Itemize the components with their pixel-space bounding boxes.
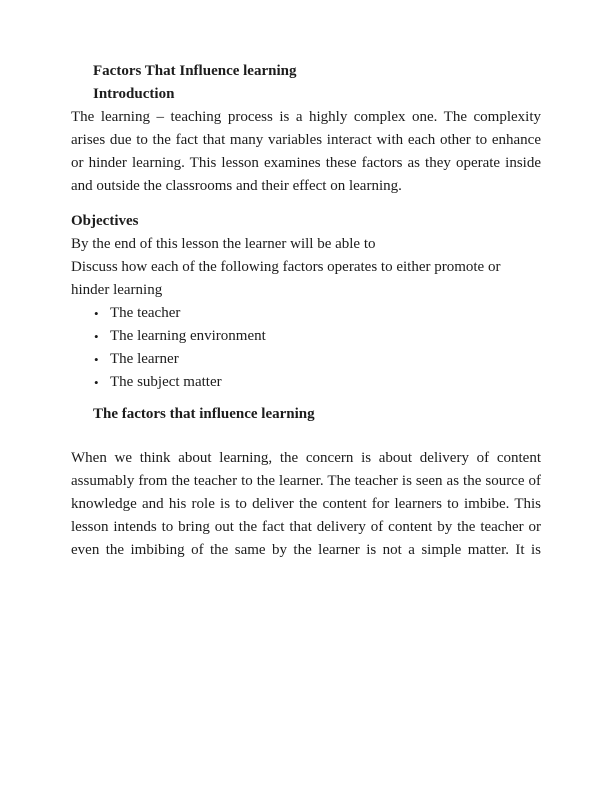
list-item: [71, 325, 541, 348]
list-item: [71, 348, 541, 371]
factors-paragraph: When we think about learning, the concern is about delivery of content assumably from the teacher to the learner. The teacher is seen as the source of knowledge and his role is to deliver the content for learners to imbibe. This lesson intends to bring out the fact that delivery of content by the teacher or even the imbibing of the same by the learner is not a simple matter. It is: [71, 450, 541, 558]
list-item: [71, 371, 541, 394]
list-item: [71, 302, 541, 325]
doc-title-heading: Factors That Influence learning: [93, 63, 297, 79]
objectives-task-text: Discuss how each of the following factors operates to either promote or hinder learning: [71, 259, 501, 298]
list-item-label: The teacher: [110, 305, 181, 321]
objectives-list: [71, 302, 541, 394]
bullet-icon: •: [94, 375, 99, 390]
factors-heading: The factors that influence learning: [93, 406, 315, 422]
introduction-heading: Introduction: [93, 86, 175, 102]
bullet-icon: •: [94, 306, 99, 321]
list-item-label: The learner: [110, 351, 179, 367]
introduction-paragraph: The learning – teaching process is a highly complex one. The complexity arises due to the fact that many variables interact with each other to enhance or hinder learning. This lesson examines these factors as they operate inside and outside the classrooms and their effect on learning.: [71, 109, 541, 194]
bullet-icon: •: [94, 329, 99, 344]
objectives-lead-text: By the end of this lesson the learner will be able to: [71, 236, 376, 252]
list-item-label: The learning environment: [110, 328, 266, 344]
objectives-heading: Objectives: [71, 213, 139, 229]
list-item-label: The subject matter: [110, 374, 222, 390]
bullet-icon: •: [94, 352, 99, 367]
